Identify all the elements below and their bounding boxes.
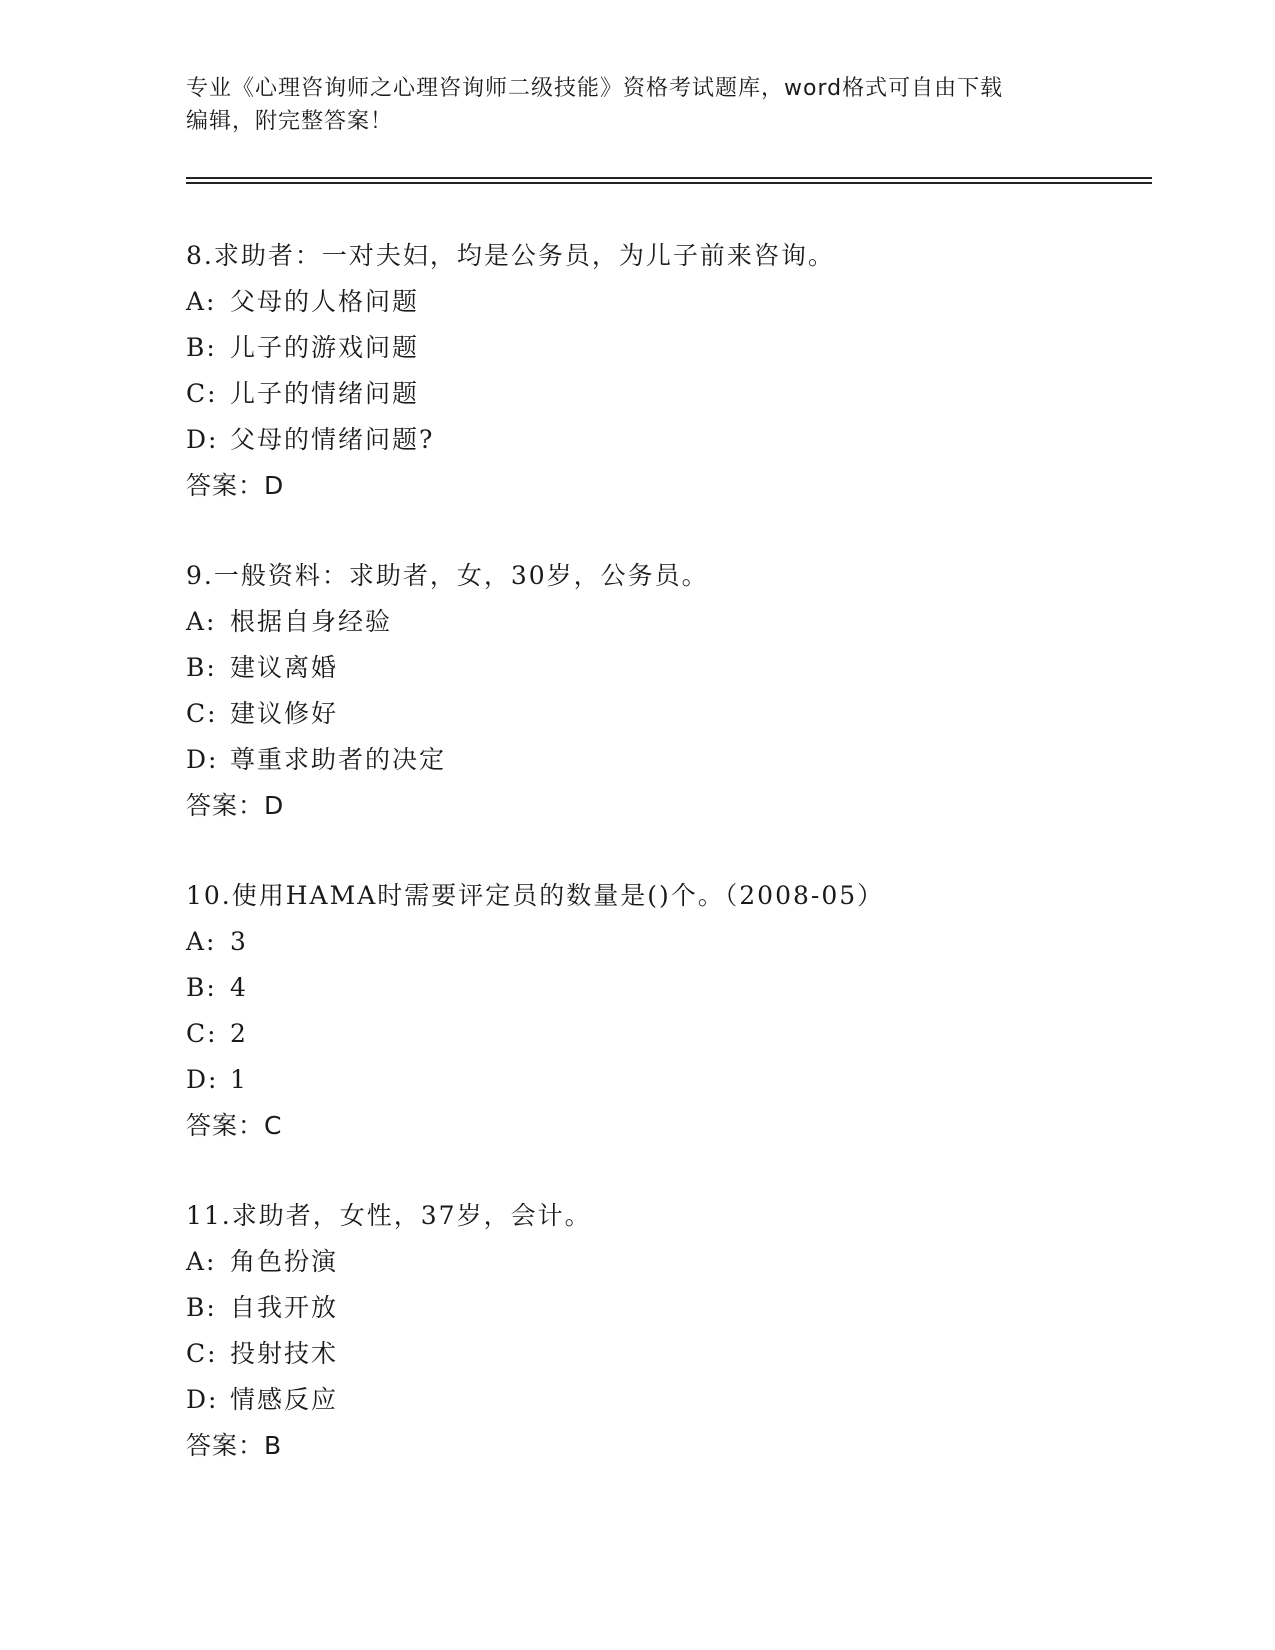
option-c [186, 371, 1166, 417]
option-b [186, 325, 1166, 371]
question-10 [186, 873, 1166, 1149]
option-text: 情感反应 [230, 1385, 339, 1414]
header-divider-bottom [186, 182, 1152, 184]
option-text: 2 [230, 1019, 248, 1048]
option-d [186, 737, 1166, 783]
option-label: D: [186, 745, 219, 774]
option-text: 父母的情绪问题? [230, 425, 435, 454]
option-label: B: [186, 653, 217, 682]
option-text: 1 [230, 1065, 248, 1094]
option-text: 建议离婚 [230, 653, 339, 682]
option-text: 根据自身经验 [230, 607, 393, 636]
option-c [186, 1331, 1166, 1377]
option-b [186, 965, 1166, 1011]
question-stem: 11.求助者，女性，37岁，会计。 [186, 1201, 592, 1230]
option-text: 父母的人格问题 [230, 287, 420, 316]
option-a [186, 1239, 1166, 1285]
option-c [186, 691, 1166, 737]
option-label: A: [186, 607, 217, 636]
answer-line: 答案：D [186, 471, 285, 500]
option-label: D: [186, 425, 219, 454]
option-text: 4 [230, 973, 248, 1002]
option-text: 3 [230, 927, 248, 956]
option-text: 自我开放 [230, 1293, 339, 1322]
header-divider-top [186, 177, 1152, 179]
option-c [186, 1011, 1166, 1057]
question-stem: 8.求助者：一对夫妇，均是公务员，为儿子前来咨询。 [186, 241, 835, 270]
option-a [186, 919, 1166, 965]
option-label: B: [186, 973, 217, 1002]
question-stem: 10.使用HAMA时需要评定员的数量是()个。（2008-05） [186, 881, 885, 910]
option-label: A: [186, 287, 217, 316]
header-line-1: 专业《心理咨询师之心理咨询师二级技能》资格考试题库，word格式可自由下载 [186, 76, 1004, 101]
question-9 [186, 553, 1166, 829]
option-label: A: [186, 927, 217, 956]
option-label: C: [186, 699, 218, 728]
option-label: D: [186, 1065, 219, 1094]
option-d [186, 1057, 1166, 1103]
option-text: 儿子的游戏问题 [230, 333, 420, 362]
option-label: C: [186, 379, 218, 408]
header-line-2: 编辑，附完整答案！ [186, 109, 394, 134]
option-text: 角色扮演 [230, 1247, 339, 1276]
option-label: B: [186, 333, 217, 362]
option-text: 投射技术 [230, 1339, 339, 1368]
option-text: 儿子的情绪问题 [230, 379, 420, 408]
option-d [186, 1377, 1166, 1423]
answer-line: 答案：D [186, 791, 285, 820]
question-8 [186, 233, 1166, 509]
option-label: C: [186, 1339, 218, 1368]
option-d [186, 417, 1166, 463]
answer-line: 答案：C [186, 1111, 283, 1140]
question-stem: 9.一般资料：求助者，女，30岁，公务员。 [186, 561, 709, 590]
option-label: A: [186, 1247, 217, 1276]
option-text: 尊重求助者的决定 [230, 745, 447, 774]
answer-line: 答案：B [186, 1431, 283, 1460]
option-a [186, 279, 1166, 325]
option-label: C: [186, 1019, 218, 1048]
option-label: B: [186, 1293, 217, 1322]
option-b [186, 645, 1166, 691]
option-a [186, 599, 1166, 645]
question-11 [186, 1193, 1166, 1469]
option-label: D: [186, 1385, 219, 1414]
option-text: 建议修好 [230, 699, 339, 728]
document-header [186, 72, 1086, 138]
option-b [186, 1285, 1166, 1331]
